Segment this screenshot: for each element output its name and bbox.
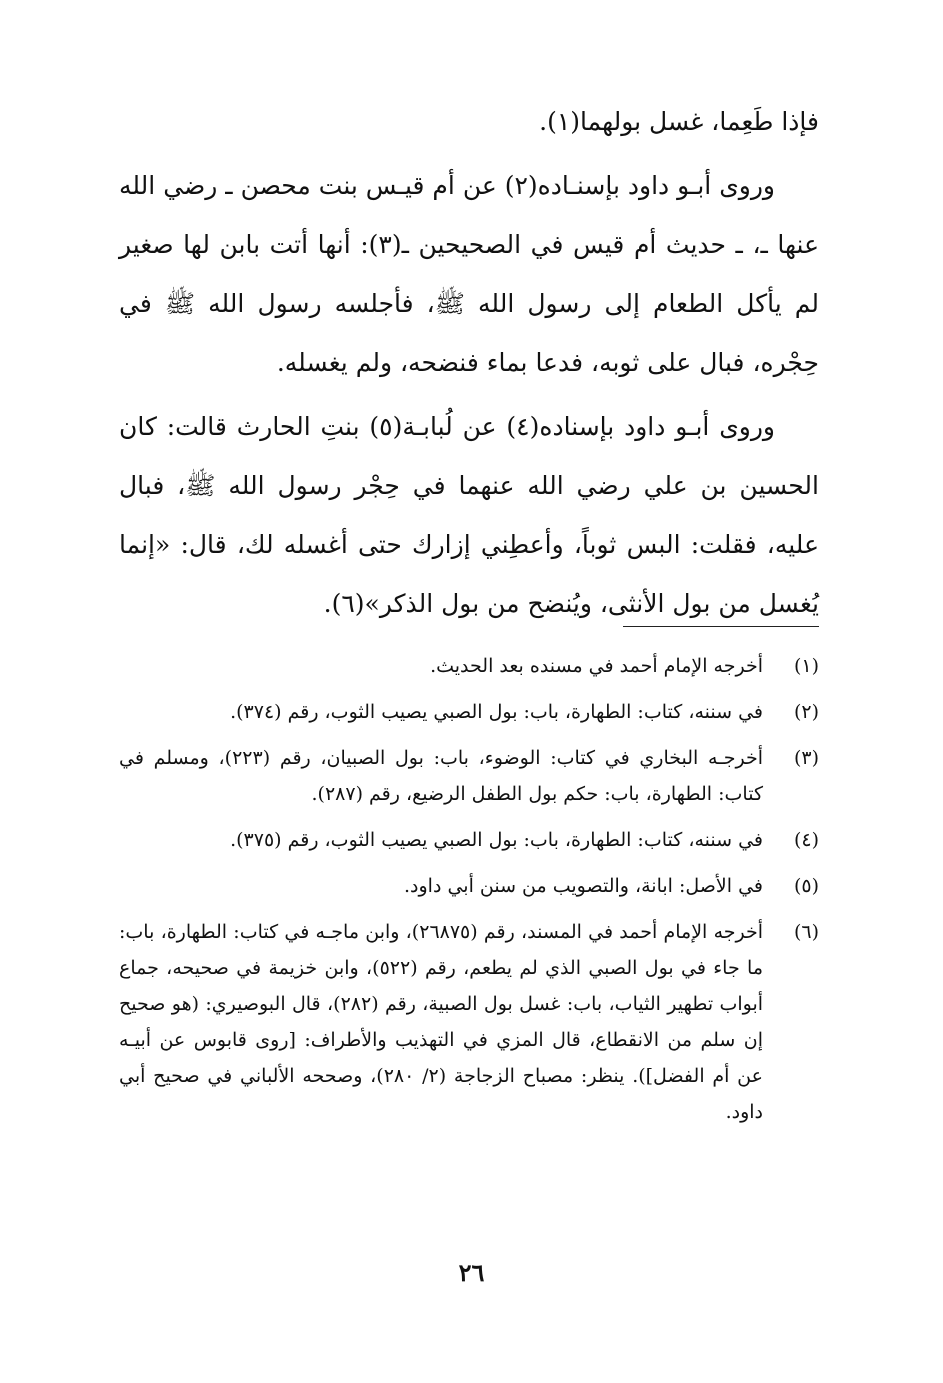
footnotes bbox=[119, 648, 819, 1140]
footnote-number: (٤) bbox=[793, 829, 819, 851]
footnote-text: أخرجه الإمام أحمد في المسند، رقم (٢٦٨٧٥)، وابن ماجـه في كتاب: الطهارة، باب: ما جاء في بول الصبي الذي لم يطعم، رقم (٥٢٢)، وابن خزيمة في صحيحه، جماع أبواب تطهير الثياب، باب: غسل بول الصبية، رقم (٢٨٢)، قال البوصيري: (هو صحيح إن سلم من الانقطاع، قال المزي في التهذيب والأطراف: [روى قابوس عن أبيـه عن أم الفضل]). ينظر: مصباح الزجاجة (٢/ ٢٨٠)، وصححه الألباني في صحيح أبي داود. bbox=[119, 921, 764, 1123]
footnote-6 bbox=[119, 914, 819, 1130]
footnote-text: أخرجه الإمام أحمد في مسنده بعد الحديث. bbox=[430, 655, 763, 677]
footnote-separator bbox=[623, 626, 819, 627]
footnote-1 bbox=[119, 648, 819, 684]
paragraph-3: وروى أبـو داود بإسناده(٤) عن لُبابـة(٥) بنتِ الحارث قالت: كان الحسين بن علي رضي الله عنهما في حِجْر رسول الله ﷺ، فبال عليه، فقلت: البس ثوباً، وأعطِني إزارك حتى أغسله لك، قال: «إنما يُغسل من بول الأنثى، ويُنضح من بول الذكر»(٦). bbox=[119, 412, 819, 618]
main-text bbox=[119, 92, 819, 633]
footnote-number: (٢) bbox=[793, 701, 819, 723]
footnote-number: (٦) bbox=[793, 921, 819, 943]
footnote-text: في سننه، كتاب: الطهارة، باب: بول الصبي يصيب الثوب، رقم (٣٧٤). bbox=[230, 701, 763, 723]
paragraph-2: وروى أبـو داود بإسنـاده(٢) عن أم قيـس بنت محصن ـ رضي الله عنها ـ، ـ حديث أم قيس في الصحيحين ـ(٣): أنها أتت بابن لها صغير لم يأكل الطعام إلى رسول الله ﷺ، فأجلسه رسول الله ﷺ في حِجْره، فبال على ثوبه، فدعا بماء فنضحه، ولم يغسله. bbox=[119, 171, 819, 377]
footnote-3 bbox=[119, 740, 819, 812]
paragraph-1: فإذا طَعِما، غسل بولهما(١). bbox=[539, 107, 819, 136]
footnote-text: أخرجـه البخاري في كتاب: الوضوء، باب: بول الصبيان، رقم (٢٢٣)، ومسلم في كتاب: الطهارة، باب: حكم بول الطفل الرضيع، رقم (٢٨٧). bbox=[119, 747, 763, 805]
footnote-number: (١) bbox=[793, 655, 819, 677]
footnote-number: (٥) bbox=[793, 875, 819, 897]
footnote-text: في الأصل: ابانة، والتصويب من سنن أبي داود. bbox=[404, 875, 763, 897]
footnote-text: في سننه، كتاب: الطهارة، باب: بول الصبي يصيب الثوب، رقم (٣٧٥). bbox=[230, 829, 763, 851]
page-number: ٢٦ bbox=[458, 1258, 485, 1287]
footnote-number: (٣) bbox=[793, 747, 819, 769]
footnote-4 bbox=[119, 822, 819, 858]
footnote-2 bbox=[119, 694, 819, 730]
footnote-5 bbox=[119, 868, 819, 904]
